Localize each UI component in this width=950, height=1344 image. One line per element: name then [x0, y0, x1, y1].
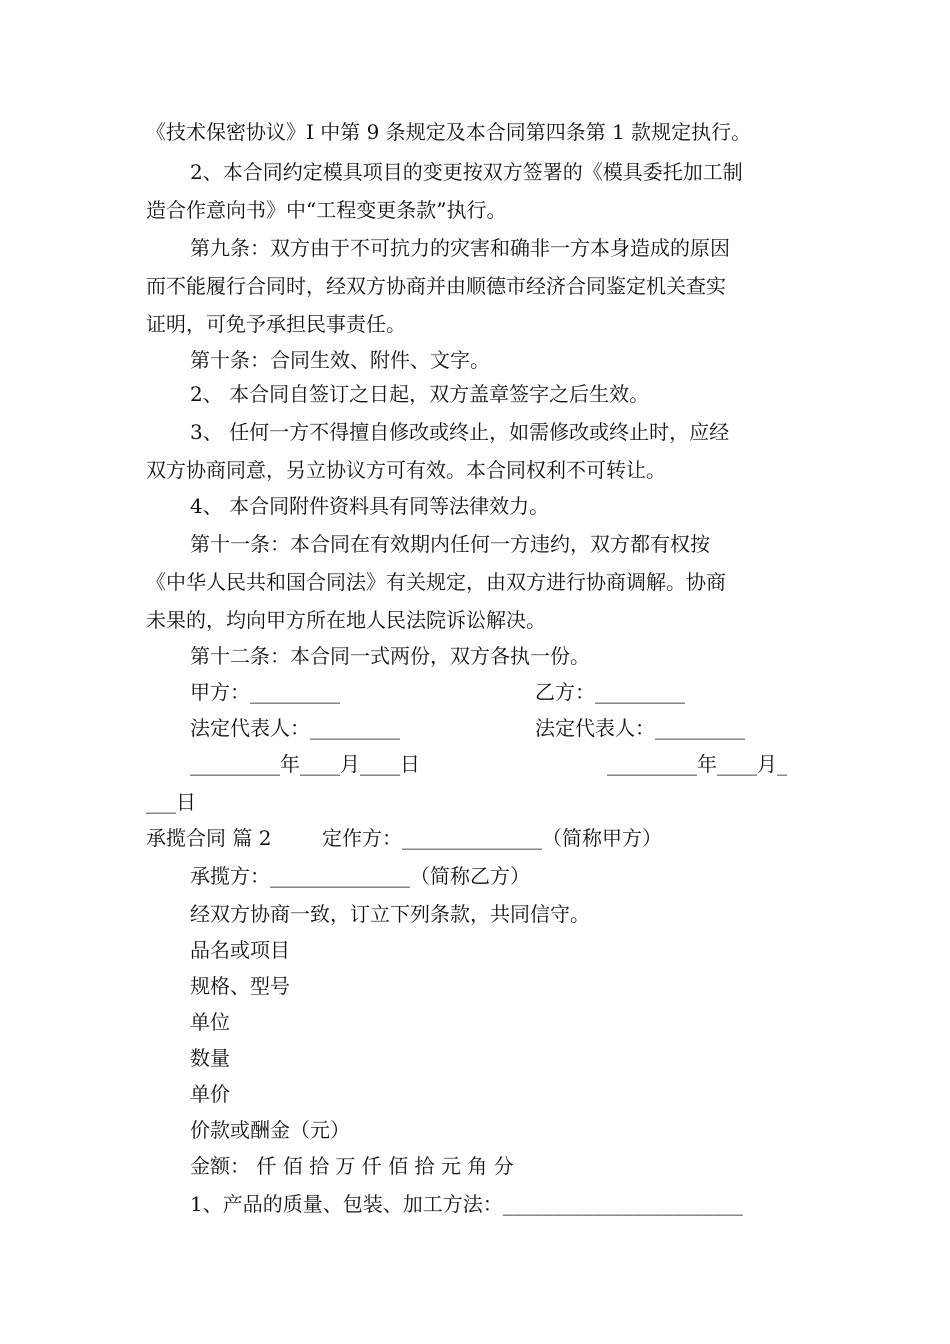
ordering-party-line: 定作方：______________（简称甲方） — [322, 826, 662, 850]
party-a-label: 甲方：_________ — [190, 680, 340, 704]
rep-a-label: 法定代表人：_________ — [190, 716, 400, 740]
item-label: 规格、型号 — [190, 974, 290, 998]
paragraph-line: 第十条：合同生效、附件、文字。 — [190, 348, 490, 372]
paragraph-line: 2、本合同约定模具项目的变更按双方签署的《模具委托加工制 — [190, 160, 743, 184]
item-label: 价款或酬金（元） — [190, 1118, 350, 1142]
contractor-line: 承揽方：______________（简称乙方） — [190, 864, 530, 888]
paragraph-line: 造合作意向书》中“工程变更条款”执行。 — [146, 198, 507, 222]
date-b: _________年____月_ — [607, 752, 787, 776]
paragraph-line: 第九条：双方由于不可抗力的灾害和确非一方本身造成的原因 — [190, 236, 730, 260]
paragraph-line: 第十一条：本合同在有效期内任何一方违约，双方都有权按 — [190, 532, 710, 556]
party-b-label: 乙方：_________ — [535, 680, 685, 704]
date-a: _________年____月____日 — [190, 752, 420, 776]
item-label: 品名或项目 — [190, 938, 290, 962]
paragraph-line: 4、 本合同附件资料具有同等法律效力。 — [190, 494, 550, 518]
rep-b-label: 法定代表人：_________ — [535, 716, 745, 740]
clause-1-line: 1、产品的质量、包装、加工方法：________________________ — [190, 1192, 743, 1216]
item-label: 数量 — [190, 1046, 230, 1070]
date-b-continued: ___日 — [146, 790, 196, 814]
paragraph-line: 双方协商同意，另立协议方可有效。本合同权利不可转让。 — [146, 458, 666, 482]
paragraph-line: 2、 本合同自签订之日起，双方盖章签字之后生效。 — [190, 382, 650, 406]
paragraph-line: 《技术保密协议》I 中第 9 条规定及本合同第四条第 1 款规定执行。 — [146, 120, 752, 144]
paragraph-line: 未果的，均向甲方所在地人民法院诉讼解决。 — [146, 608, 546, 632]
amount-line: 金额： 仟 佰 拾 万 仟 佰 拾 元 角 分 — [190, 1154, 514, 1178]
item-label: 单价 — [190, 1082, 230, 1106]
contract2-heading: 承揽合同 篇 2 — [146, 826, 272, 850]
paragraph-line: 第十二条：本合同一式两份，双方各执一份。 — [190, 644, 590, 668]
contract2-intro: 经双方协商一致，订立下列条款，共同信守。 — [190, 902, 590, 926]
paragraph-line: 证明，可免予承担民事责任。 — [146, 312, 406, 336]
item-label: 单位 — [190, 1010, 230, 1034]
paragraph-line: 而不能履行合同时，经双方协商并由顺德市经济合同鉴定机关查实 — [146, 274, 726, 298]
paragraph-line: 《中华人民共和国合同法》有关规定，由双方进行协商调解。协商 — [146, 570, 726, 594]
paragraph-line: 3、 任何一方不得擅自修改或终止，如需修改或终止时，应经 — [190, 420, 730, 444]
